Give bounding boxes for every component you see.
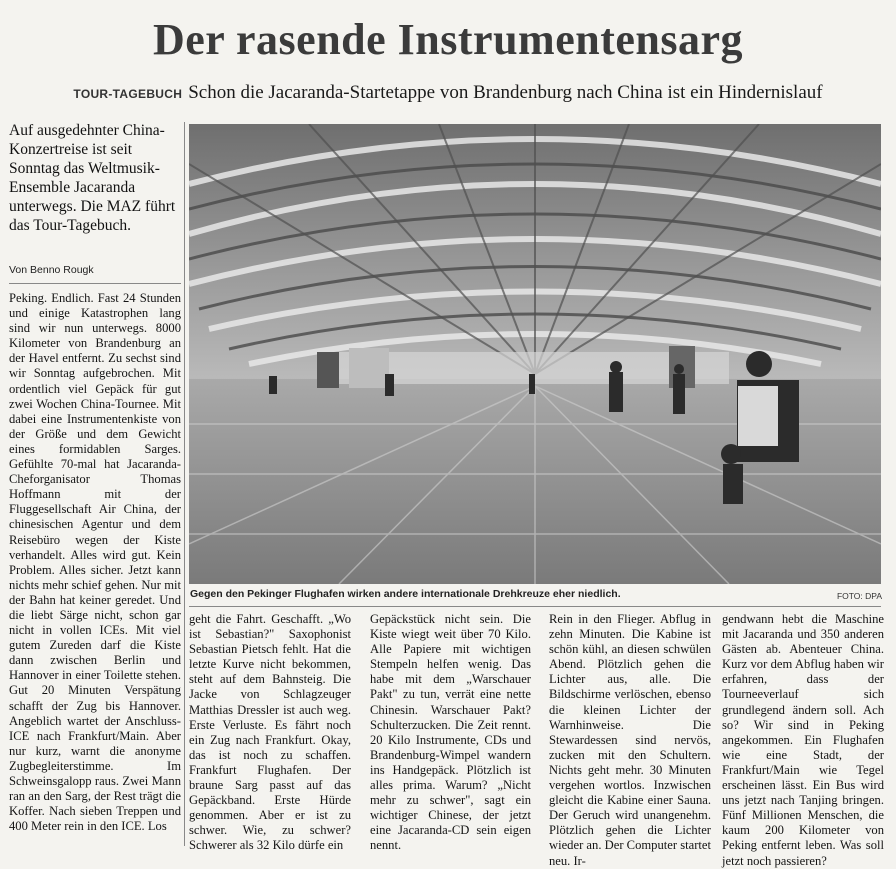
photo-credit: FOTO: DPA	[836, 591, 882, 601]
caption-rule	[189, 606, 881, 607]
article-column-4: Rein in den Flieger. Abflug in zehn Minuten. Die Kabine ist schön kühl, an diesen schwülen Abend. Plötzlich gehen die Lichter aus, alle. Die Bildschirme verlöschen, ebenso die kleinen Lichter der Warnhinweise. Die Stewardessen sind nervös, zucken mit den Schultern. Nichts geht mehr. 30 Minuten vergehen wortlos. Inzwischen gleicht die Kabine einer Sauna. Der Geruch wird unangenehm. Plötzlich gehen die Lichter wieder an. Der Computer startet neu. Ir-	[549, 612, 711, 868]
subheadline-line	[0, 80, 896, 107]
article-column-1: Peking. Endlich. Fast 24 Stunden und einige Katastrophen lang sind wir nun unterwegs. 8000 Kilometer von Brandenburg an der Havel entfernt. Zu sechst sind wir Sonntag aufgebrochen. Mit ordentlich viel Gepäck für gut zwei Wochen China-Tournee. Mit dabei eine Instrumentenkiste von der Größe und dem Gewicht eines formidablen Sarges. Gefühlte 70-mal hat Jacaranda-Cheforganisator Thomas Hoffmann mit der Fluggesellschaft Air China, der chinesischen Agentur und dem Reisebüro wegen der Kiste verhandelt. Alles wird gut. Kein Problem. Alles sicher. Jetzt kann nichts mehr schief gehen. Nur mit der Bahn hat keiner geredet. Und die liebt Särge nicht, schon gar nicht in vollen ICEs. Mit viel gutem Zureden darf die Kiste dann zwischen Berlin und Hannover in einer Toilette stehen. Gut 20 Minuten Verspätung schafft der Zug bis Hannover. Angeblich wartet der Anschluss-ICE nach Frankfurt/Main. Aber nur kurz, warnt die anonyme Zugbegleiterstimme. Im Schweinsgalopp raus. Zwei Mann ran an den Sarg, der Rest trägt die Koffer. Nach sieben Treppen und 400 Meter rein in den ICE. Los	[9, 291, 181, 834]
intro-divider	[9, 283, 181, 284]
airport-terminal-photo	[189, 124, 881, 584]
intro-text: Auf ausgedehnter China-Konzertreise ist seit Sonntag das Weltmusik-Ensemble Jacaranda unterwegs. Die MAZ führt das Tour-Tagebuch.	[9, 122, 176, 234]
column-divider	[184, 122, 185, 846]
kicker: TOUR-TAGEBUCH	[73, 87, 183, 101]
author-byline: Von Benno Rougk	[9, 264, 94, 276]
article-column-2: geht die Fahrt. Geschafft. „Wo ist Sebastian?" Saxophonist Sebastian Pietsch fehlt. Hat die letzte Kurve nicht bekommen, steht auf dem Bahnsteig. Die Jacke von Schlagzeuger Matthias Dressler ist auch weg. Erste Verluste. Es fährt noch ein Zug nach Frankfurt. Okay, das ist noch zu schaffen. Frankfurt Flughafen. Der braune Sarg passt auf das Gepäckband. Erste Hürde genommen. Aber er ist zu schwer. Wie, zu schwer? Schwerer als 32 Kilo dürfe ein	[189, 612, 351, 853]
article-column-3: Gepäckstück nicht sein. Die Kiste wiegt weit über 70 Kilo. Alle Papiere mit wichtigen Stempeln helfen wenig. Das habe mit dem „Warschauer Pakt" zu tun, verrät eine nette Chinesin. Warschauer Pakt? Schulterzucken. Die Zeit rennt. 20 Kilo Instrumente, CDs und Brandenburg-Wimpel wandern ins Handgepäck. Plötzlich ist alles prima. Warum? „Nicht mehr zu schwer", sagt ein wichtiger Chinese, der jetzt eine Jacaranda-CD sein eigen nennt.	[370, 612, 531, 853]
article-column-5: gendwann hebt die Maschine mit Jacaranda und 350 anderen Gästen ab. Abenteuer China. Kurz vor dem Abflug haben wir erfahren, dass der Tourneeverlauf sich grundlegend ändern soll. Ach so? Wir sind in Peking angekommen. Ein Flughafen wie eine Stadt, der Frankfurt/Main wie Tegel erscheinen lässt. Ein Bus wird uns jetzt nach Tanjing bringen. Fünf Millionen Menschen, die kaum 200 Kilometer von Peking entfernt leben. Was soll jetzt noch passieren?	[722, 612, 884, 868]
subheadline: Schon die Jacaranda-Startetappe von Brandenburg nach China ist ein Hindernislauf	[188, 82, 823, 103]
photo-caption: Gegen den Pekinger Flughafen wirken andere internationale Drehkreuze eher niedlich.	[190, 588, 621, 600]
headline: Der rasende Instrumentensarg	[152, 15, 744, 64]
